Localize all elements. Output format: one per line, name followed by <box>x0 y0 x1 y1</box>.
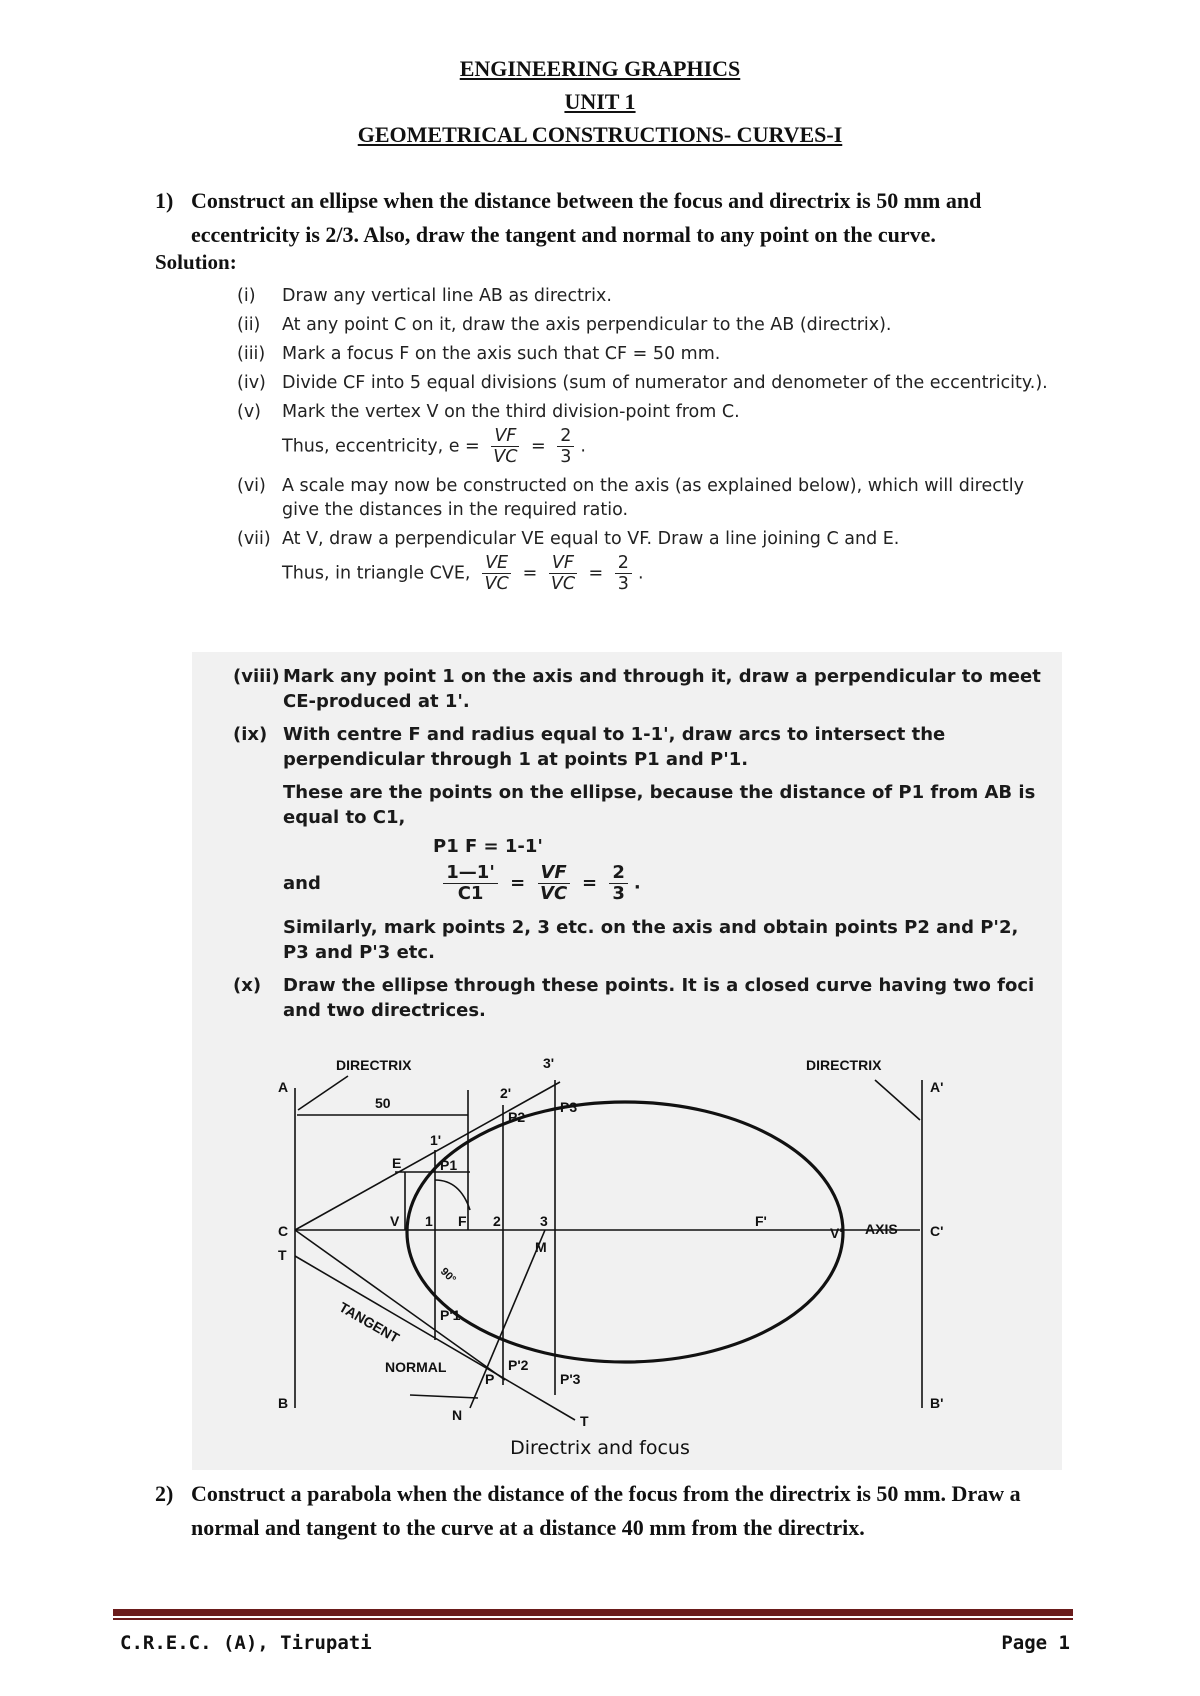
cp-line <box>295 1230 505 1380</box>
step-item: (i) Draw any vertical line AB as directrix. <box>237 286 612 306</box>
directrix-label-right: DIRECTRIX <box>806 1057 882 1073</box>
point-t-label: T <box>278 1247 287 1263</box>
step-item: (ix) With centre F and radius equal to 1-1', draw arcs to intersect the perpendicular through 1 at points P1 and P'1. <box>233 724 946 770</box>
fraction: $\frac{VF}{VC}$ <box>538 863 570 904</box>
fraction: $\frac{VF}{VC}$ <box>493 426 518 467</box>
focus-2-label: F' <box>755 1213 767 1229</box>
normal-label: NORMAL <box>385 1359 447 1375</box>
point-3-label: 3 <box>540 1213 548 1229</box>
figure-caption: Directrix and focus <box>510 1437 690 1459</box>
point-p1p-label: P'1 <box>440 1307 461 1323</box>
question-number: 1) <box>155 188 174 213</box>
step-item: (iv) Divide CF into 5 equal divisions (sum of numerator and denometer of the eccentricity.). <box>237 373 1048 393</box>
step-item: (viii) Mark any point 1 on the axis and through it, draw a perpendicular to meet CE-produced at 1'. <box>233 666 1041 712</box>
ratio-formula: and $\frac{1—1'}{C1}$ = $\frac{VF}{VC}$ = $\frac{2}{3}$ . <box>283 862 641 904</box>
point-v-label: V <box>390 1213 400 1229</box>
question-2 <box>155 1477 1075 1545</box>
step-item: (x) Draw the ellipse through these points. It is a closed curve having two foci and two directrices. <box>233 975 1035 1021</box>
point-p3p-label: P'3 <box>560 1371 581 1387</box>
normal-leader <box>410 1395 478 1398</box>
step-item: (iii) Mark a focus F on the axis such that CF = 50 mm. <box>237 344 721 364</box>
fraction: $\frac{2}{3}$ <box>609 863 628 904</box>
point-n-label: N <box>452 1407 463 1423</box>
step-item: These are the points on the ellipse, because the distance of P1 from AB is equal to C1, <box>283 782 1036 828</box>
doc-subtitle: GEOMETRICAL CONSTRUCTIONS- CURVES-I <box>357 122 843 147</box>
question-text: Construct an ellipse when the distance between the focus and directrix is 50 mm and eccentricity is 2/3. Also, draw the tangent and normal to any point on the curve. <box>191 188 982 247</box>
point-2p-label: 2' <box>500 1085 512 1101</box>
step-item: (vii) At V, draw a perpendicular VE equal to VF. Draw a line joining C and E. <box>237 529 900 549</box>
solution-label: Solution: <box>155 250 237 274</box>
point-c2-label: C' <box>930 1223 944 1239</box>
dimension-label: 50 <box>375 1095 391 1111</box>
point-e-label: E <box>392 1155 402 1171</box>
question-text: Construct a parabola when the distance of the focus from the directrix is 50 mm. Draw a normal and tangent to the curve at a distance 40 mm from the directrix. <box>191 1481 1021 1540</box>
footer-rule <box>113 1609 1073 1616</box>
step-item: (v) Mark the vertex V on the third division-point from C. <box>237 402 740 422</box>
fraction: $\frac{VE}{VC}$ <box>482 553 511 594</box>
point-p1-label: P1 <box>440 1157 458 1173</box>
point-1-label: 1 <box>425 1213 433 1229</box>
ce-produced-line <box>295 1082 560 1230</box>
point-a2-label: A' <box>930 1079 944 1095</box>
fraction: $\frac{2}{3}$ <box>557 426 574 467</box>
step-item: Similarly, mark points 2, 3 etc. on the axis and obtain points P2 and P'2, P3 and P'3 etc. <box>283 917 1019 963</box>
fraction: $\frac{2}{3}$ <box>615 553 632 594</box>
step-item: (vi) A scale may now be constructed on the axis (as explained below), which will directly give the distances in the required ratio. <box>237 476 1024 520</box>
triangle-formula: Thus, in triangle CVE, $\frac{VE}{VC}$ = $\frac{VF}{VC}$ = $\frac{2}{3}$ . <box>282 553 644 594</box>
directrix-label-left: DIRECTRIX <box>336 1057 412 1073</box>
construction-arc <box>435 1180 470 1210</box>
fraction: $\frac{1—1'}{C1}$ <box>443 863 498 904</box>
directrix-leader-left <box>298 1076 348 1110</box>
eccentricity-formula: Thus, eccentricity, e = $\frac{VF}{VC}$ = $\frac{2}{3}$ . <box>282 426 586 467</box>
point-p2-label: P2 <box>508 1109 526 1125</box>
point-a-label: A <box>278 1079 289 1095</box>
p1f-formula: P1 F = 1-1' <box>433 836 543 857</box>
question-number: 2) <box>155 1481 174 1506</box>
point-c-label: C <box>278 1223 289 1239</box>
point-b2-label: B' <box>930 1395 944 1411</box>
vertex-2-label: V' <box>830 1225 843 1241</box>
page-number: Page 1 <box>1001 1632 1070 1654</box>
fraction: $\frac{VF}{VC}$ <box>550 553 576 594</box>
point-p2p-label: P'2 <box>508 1357 529 1373</box>
point-f-label: F <box>458 1213 467 1229</box>
angle-label: 90° <box>437 1265 459 1286</box>
point-p-label: P <box>485 1371 495 1387</box>
point-3p-label: 3' <box>543 1055 555 1071</box>
unit-label: UNIT 1 <box>564 89 636 114</box>
point-t2-label: T <box>580 1413 589 1429</box>
ellipse-curve <box>407 1102 843 1362</box>
point-2-label: 2 <box>493 1213 501 1229</box>
point-m-label: M <box>535 1239 547 1255</box>
axis-label: AXIS <box>865 1221 898 1237</box>
footer-institution: C.R.E.C. (A), Tirupati <box>120 1632 372 1654</box>
step-item: (ii) At any point C on it, draw the axis perpendicular to the AB (directrix). <box>237 315 892 335</box>
directrix-leader-right <box>875 1080 920 1120</box>
point-1p-label: 1' <box>430 1132 442 1148</box>
point-b-label: B <box>278 1395 289 1411</box>
footer-rule-thin <box>113 1618 1073 1620</box>
doc-title: ENGINEERING GRAPHICS <box>459 56 741 81</box>
tangent-label: TANGENT <box>336 1298 403 1346</box>
point-p3-label: P3 <box>560 1099 578 1115</box>
